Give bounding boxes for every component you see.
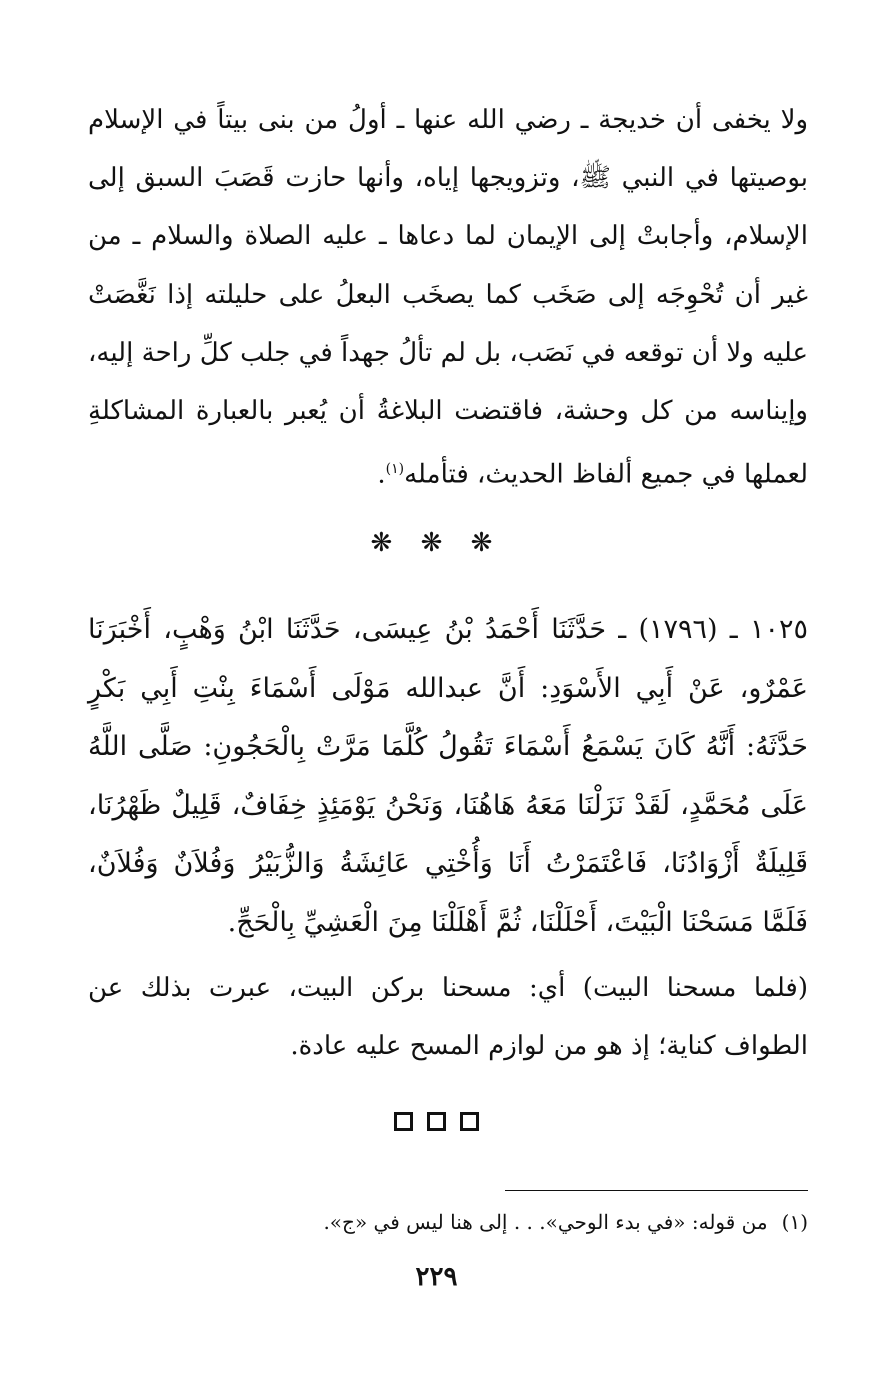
explanation-paragraph: (فلما مسحنا البيت) أي: مسحنا بركن البيت، عبرت بذلك عن الطواف كناية؛ إذ هو من لوازم المسح عليه عادة. [88, 973, 808, 1062]
footnote-number: (١) [781, 1210, 808, 1234]
square-ornament-icon [460, 1112, 479, 1131]
paragraph-end-mark: . [377, 459, 386, 490]
footnote-reference: (١) [385, 461, 405, 478]
square-ornament-icon [394, 1112, 413, 1131]
footnote-text: من قوله: «في بدء الوحي». . . إلى هنا ليس في «ج». [323, 1210, 768, 1234]
end-ornament [0, 1112, 873, 1131]
footnote [88, 1202, 808, 1242]
hadith-text: ١٠٢٥ ـ (١٧٩٦) ـ حَدَّثَنَا أَحْمَدُ بْنُ عِيسَى، حَدَّثَنَا ابْنُ وَهْبٍ، أَخْبَرَنَا عَمْرٌو، عَنْ أَبِي الأَسْوَدِ: أَنَّ عبدالله مَوْلَى أَسْمَاءَ بِنْتِ أَبِي بَكْرٍ حَدَّثَهُ: أَنَّهُ كَانَ يَسْمَعُ أَسْمَاءَ تَقُولُ كُلَّمَا مَرَّتْ بِالْحَجُونِ: صَلَّى اللَّهُ عَلَى مُحَمَّدٍ، لَقَدْ نَزَلْنَا مَعَهُ هَاهُنَا، وَنَحْنُ يَوْمَئِذٍ خِفَافٌ، قَلِيلٌ ظَهْرُنَا، قَلِيلَةٌ أَزْوَادُنَا، فَاعْتَمَرْتُ أَنَا وَأُخْتِي عَائِشَةُ وَالزُّبَيْرُ وَفُلاَنٌ وَفُلاَنٌ، فَلَمَّا مَسَحْنَا الْبَيْتَ، أَحْلَلْنَا، ثُمَّ أَهْلَلْنَا مِنَ الْعَشِيِّ بِالْحَجِّ. [88, 614, 808, 938]
footnote-divider [505, 1190, 808, 1191]
page-number: ٢٢٩ [415, 1262, 458, 1292]
square-ornament-icon [427, 1112, 446, 1131]
paragraph-text: ولا يخفى أن خديجة ـ رضي الله عنها ـ أولُ من بنى بيتاً في الإسلام بوصيتها في النبي ﷺ، وتزويجها إياه، وأنها حازت قَصَبَ السبق إلى الإسلام، وأجابتْ إلى الإيمان لما دعاها ـ عليه الصلاة والسلام ـ من غير أن تُحْوِجَه إلى صَخَب كما يصخَب البعلُ على حليلته إذا نَغَّصَتْ عليه ولا أن توقعه في نَصَب، بل لم تألُ جهداً في جلب كلِّ راحة إليه، وإيناسه من كل وحشة، فاقتضت البلاغةُ أن يُعبر بالعبارة المشاكلةِ لعملها في جميع ألفاظ الحديث، فتأمله [88, 105, 808, 490]
commentary-paragraph [88, 91, 808, 504]
section-separator: ❋ ❋ ❋ [370, 528, 503, 558]
